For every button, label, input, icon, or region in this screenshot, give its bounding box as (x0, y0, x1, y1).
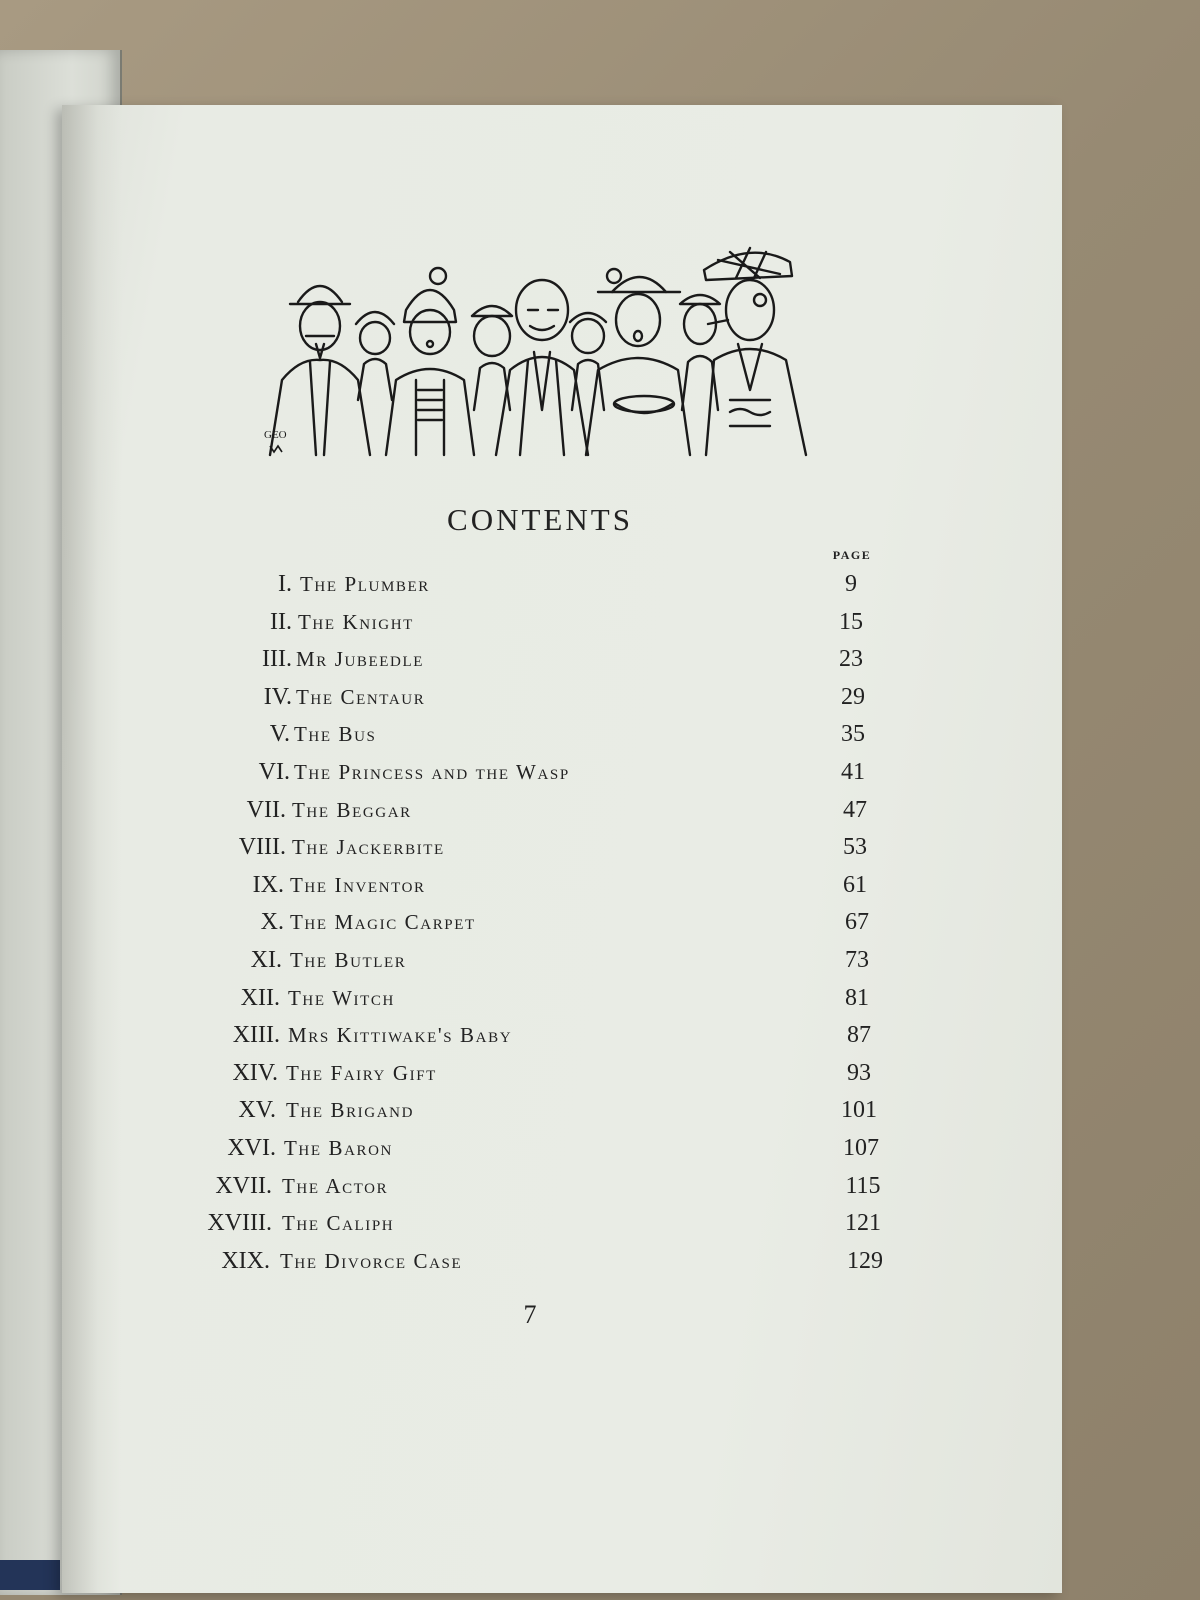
toc-entry-numeral: XVIII. (207, 1210, 272, 1237)
toc-entry (0, 682, 1000, 712)
figure-boy-beret (570, 313, 606, 410)
toc-entry-title: The Plumber (300, 572, 430, 596)
toc-entry (0, 983, 1000, 1013)
toc-entry-numeral: XIX. (221, 1247, 270, 1274)
contents-heading: CONTENTS (447, 502, 633, 537)
toc-entry-numeral: X. (260, 909, 284, 936)
toc-entry-page: 67 (845, 909, 869, 936)
toc-entry-numeral: II. (270, 608, 292, 635)
toc-entry-page: 47 (843, 796, 867, 823)
toc-entry-page: 9 (845, 571, 857, 597)
toc-entry (0, 1058, 1000, 1088)
toc-entry-title: Mrs Kittiwake's Baby (288, 1023, 513, 1048)
toc-entry-numeral: XVII. (215, 1172, 272, 1199)
toc-entry-title: The Magic Carpet (290, 910, 476, 935)
figure-man-tweed-cap-pipe (704, 248, 806, 455)
toc-entry-title: The Baron (284, 1136, 393, 1160)
toc-entry-numeral: I. (278, 571, 292, 597)
toc-entry-title: The Knight (298, 609, 414, 634)
toc-entry-page: 15 (839, 608, 863, 635)
toc-entry-page: 81 (845, 984, 869, 1011)
toc-entry-page: 115 (845, 1172, 881, 1199)
toc-entry-page: 121 (845, 1210, 881, 1237)
artist-signature-text: GEO (264, 429, 287, 441)
toc-entry-numeral: III. (262, 646, 292, 673)
toc-entry-title: The Centaur (296, 684, 426, 709)
toc-entry-numeral: XIII. (232, 1022, 280, 1049)
toc-entry-numeral: IX. (252, 871, 284, 898)
toc-entry-title: The Brigand (286, 1098, 415, 1123)
toc-entry-numeral: VI. (258, 759, 290, 785)
toc-entry (0, 719, 1000, 749)
toc-entry-title: The Fairy Gift (286, 1060, 437, 1085)
toc-entry (0, 832, 1000, 862)
toc-entry (0, 907, 1000, 937)
toc-entry-title: The Inventor (290, 872, 426, 897)
artist-signature (262, 424, 296, 454)
figure-child-with-cap (356, 312, 394, 400)
book-cover-edge (0, 1560, 60, 1590)
toc-entry-title: The Butler (290, 948, 407, 972)
toc-entry (0, 945, 1000, 975)
figure-bald-man (496, 280, 588, 455)
figure-woman-cloche (386, 268, 474, 455)
toc-entry (0, 1133, 1000, 1163)
toc-entry-numeral: XIV. (232, 1059, 278, 1086)
toc-entry (0, 1171, 1000, 1201)
toc-entry-title: The Beggar (292, 797, 412, 822)
toc-entry-page: 101 (841, 1097, 877, 1124)
toc-entry-title: The Bus (294, 722, 377, 747)
toc-entry (0, 1246, 1000, 1276)
toc-entry-page: 93 (847, 1059, 871, 1086)
toc-entry-title: The Actor (282, 1173, 389, 1198)
toc-entry (0, 644, 1000, 674)
toc-entry (0, 1095, 1000, 1125)
toc-entry-page: 129 (847, 1247, 883, 1274)
toc-entry-title: The Caliph (282, 1211, 395, 1236)
toc-entry (0, 795, 1000, 825)
toc-entry-page: 107 (843, 1135, 879, 1161)
toc-entry (0, 607, 1000, 637)
page-column-label: PAGE (832, 548, 872, 562)
toc-entry-numeral: XII. (240, 984, 280, 1011)
toc-entry-page: 53 (843, 834, 867, 861)
toc-entry-numeral: V. (269, 721, 290, 748)
toc-entry (0, 1208, 1000, 1238)
toc-entry-title: Mr Jubeedle (296, 647, 425, 672)
toc-entry-page: 87 (847, 1022, 871, 1049)
toc-entry-numeral: XI. (250, 947, 282, 973)
crowd-illustration (260, 240, 820, 462)
toc-entry-numeral: IV. (263, 683, 292, 710)
figure-woman-wide-hat (586, 269, 690, 455)
toc-entry (0, 757, 1000, 787)
toc-entry-title: The Divorce Case (280, 1248, 463, 1273)
toc-entry-title: The Witch (288, 985, 395, 1010)
toc-entry-numeral: VII. (246, 796, 286, 823)
toc-entry-page: 23 (839, 646, 863, 673)
toc-entry-page: 73 (845, 947, 869, 973)
toc-entry-title: The Princess and the Wasp (294, 760, 570, 784)
toc-entry-page: 35 (841, 721, 865, 748)
figure-young-man-cap (680, 295, 720, 410)
page-number-folio: 7 (523, 1300, 537, 1329)
toc-entry-page: 61 (843, 871, 867, 898)
toc-entry (0, 1020, 1000, 1050)
toc-entry-numeral: XV. (238, 1097, 276, 1124)
toc-entry-page: 29 (841, 683, 865, 710)
toc-entry (0, 870, 1000, 900)
toc-entry-numeral: XVI. (227, 1135, 276, 1161)
toc-entry-numeral: VIII. (238, 834, 286, 861)
toc-entry (0, 569, 1000, 599)
toc-entry-page: 41 (841, 759, 865, 785)
toc-entry-title: The Jackerbite (292, 835, 445, 860)
